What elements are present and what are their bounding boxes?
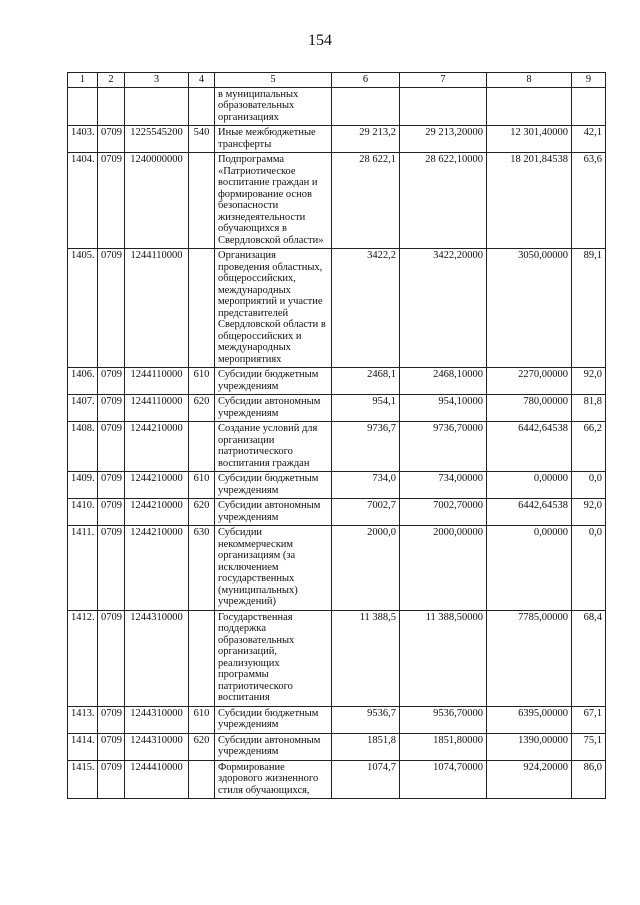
section-code-cell: 0709 — [98, 706, 125, 733]
column-header: 4 — [189, 73, 215, 88]
amount-col6-cell: 9536,7 — [332, 706, 400, 733]
amount-col8-cell: 6442,64538 — [487, 422, 572, 472]
item-name-cell: Субсидии бюджетным учреждениям — [215, 472, 332, 499]
amount-col7-cell: 11 388,50000 — [400, 610, 487, 706]
row-number-cell: 1409. — [68, 472, 98, 499]
table-row — [68, 153, 606, 249]
section-code-cell: 0709 — [98, 472, 125, 499]
target-article-code-cell: 1244310000 — [125, 706, 189, 733]
column-header: 5 — [215, 73, 332, 88]
item-name-cell: в муниципальных образовательных организациях — [215, 87, 332, 126]
table-row — [68, 526, 606, 611]
amount-col6-cell: 1074,7 — [332, 760, 400, 799]
section-code-cell: 0709 — [98, 368, 125, 395]
item-name-cell: Иные межбюджетные трансферты — [215, 126, 332, 153]
table-row — [68, 733, 606, 760]
row-number-cell: 1405. — [68, 249, 98, 368]
amount-col8-cell: 924,20000 — [487, 760, 572, 799]
table-row — [68, 126, 606, 153]
row-number-cell: 1408. — [68, 422, 98, 472]
expense-type-code-cell: 620 — [189, 733, 215, 760]
amount-col8-cell: 7785,00000 — [487, 610, 572, 706]
amount-col7-cell: 734,00000 — [400, 472, 487, 499]
item-name-cell: Субсидии некоммерческим организациям (за исключением государственных (муниципальных) учреждений) — [215, 526, 332, 611]
table-row — [68, 249, 606, 368]
column-header: 9 — [572, 73, 606, 88]
header-row — [68, 73, 606, 88]
target-article-code-cell: 1244110000 — [125, 368, 189, 395]
amount-col8-cell: 2270,00000 — [487, 368, 572, 395]
table-body — [68, 87, 606, 799]
amount-col7-cell — [400, 87, 487, 126]
table-row — [68, 760, 606, 799]
target-article-code-cell — [125, 87, 189, 126]
amount-col7-cell: 2468,10000 — [400, 368, 487, 395]
expense-type-code-cell — [189, 422, 215, 472]
column-header: 1 — [68, 73, 98, 88]
target-article-code-cell: 1244310000 — [125, 610, 189, 706]
row-number-cell: 1404. — [68, 153, 98, 249]
amount-col7-cell: 9736,70000 — [400, 422, 487, 472]
amount-col6-cell: 11 388,5 — [332, 610, 400, 706]
row-number-cell: 1414. — [68, 733, 98, 760]
target-article-code-cell: 1244310000 — [125, 733, 189, 760]
percent-executed-cell: 67,1 — [572, 706, 606, 733]
amount-col8-cell: 3050,00000 — [487, 249, 572, 368]
row-number-cell: 1412. — [68, 610, 98, 706]
percent-executed-cell: 66,2 — [572, 422, 606, 472]
item-name-cell: Субсидии автономным учреждениям — [215, 499, 332, 526]
section-code-cell: 0709 — [98, 126, 125, 153]
column-header: 7 — [400, 73, 487, 88]
percent-executed-cell: 86,0 — [572, 760, 606, 799]
item-name-cell: Субсидии автономным учреждениям — [215, 395, 332, 422]
percent-executed-cell: 81,8 — [572, 395, 606, 422]
target-article-code-cell: 1244210000 — [125, 472, 189, 499]
column-header: 6 — [332, 73, 400, 88]
section-code-cell: 0709 — [98, 499, 125, 526]
expense-type-code-cell: 630 — [189, 526, 215, 611]
amount-col7-cell: 2000,00000 — [400, 526, 487, 611]
row-number-cell: 1411. — [68, 526, 98, 611]
column-header: 2 — [98, 73, 125, 88]
row-number-cell: 1413. — [68, 706, 98, 733]
table-row — [68, 422, 606, 472]
amount-col6-cell: 7002,7 — [332, 499, 400, 526]
expense-type-code-cell — [189, 249, 215, 368]
percent-executed-cell: 0,0 — [572, 472, 606, 499]
expense-type-code-cell: 610 — [189, 368, 215, 395]
target-article-code-cell: 1225545200 — [125, 126, 189, 153]
percent-executed-cell: 92,0 — [572, 499, 606, 526]
amount-col6-cell: 2000,0 — [332, 526, 400, 611]
table-row — [68, 368, 606, 395]
item-name-cell: Субсидии бюджетным учреждениям — [215, 368, 332, 395]
percent-executed-cell: 89,1 — [572, 249, 606, 368]
amount-col6-cell — [332, 87, 400, 126]
item-name-cell: Субсидии автономным учреждениям — [215, 733, 332, 760]
amount-col7-cell: 954,10000 — [400, 395, 487, 422]
percent-executed-cell: 75,1 — [572, 733, 606, 760]
table-row — [68, 499, 606, 526]
table-row — [68, 610, 606, 706]
percent-executed-cell: 0,0 — [572, 526, 606, 611]
row-number-cell — [68, 87, 98, 126]
expense-type-code-cell — [189, 760, 215, 799]
section-code-cell: 0709 — [98, 733, 125, 760]
target-article-code-cell: 1240000000 — [125, 153, 189, 249]
target-article-code-cell: 1244210000 — [125, 422, 189, 472]
amount-col6-cell: 29 213,2 — [332, 126, 400, 153]
expense-type-code-cell: 620 — [189, 499, 215, 526]
item-name-cell: Подпрограмма «Патриотическое воспитание граждан и формирование основ безопасности жизнедеятельности обучающихся в Свердловской области» — [215, 153, 332, 249]
section-code-cell: 0709 — [98, 610, 125, 706]
table-row — [68, 87, 606, 126]
amount-col6-cell: 954,1 — [332, 395, 400, 422]
target-article-code-cell: 1244110000 — [125, 249, 189, 368]
amount-col8-cell: 780,00000 — [487, 395, 572, 422]
item-name-cell: Организация проведения областных, общероссийских, международных мероприятий и участие представителей Свердловской области в общероссийских и международных мероприятиях — [215, 249, 332, 368]
amount-col6-cell: 2468,1 — [332, 368, 400, 395]
amount-col6-cell: 1851,8 — [332, 733, 400, 760]
amount-col7-cell: 28 622,10000 — [400, 153, 487, 249]
section-code-cell: 0709 — [98, 760, 125, 799]
amount-col8-cell: 6395,00000 — [487, 706, 572, 733]
table-row — [68, 706, 606, 733]
item-name-cell: Государственная поддержка образовательных организаций, реализующих программы патриотического воспитания — [215, 610, 332, 706]
expense-type-code-cell: 610 — [189, 706, 215, 733]
percent-executed-cell — [572, 87, 606, 126]
amount-col6-cell: 28 622,1 — [332, 153, 400, 249]
percent-executed-cell: 92,0 — [572, 368, 606, 395]
section-code-cell: 0709 — [98, 422, 125, 472]
amount-col6-cell: 9736,7 — [332, 422, 400, 472]
amount-col7-cell: 7002,70000 — [400, 499, 487, 526]
row-number-cell: 1406. — [68, 368, 98, 395]
page-number: 154 — [308, 32, 332, 49]
section-code-cell: 0709 — [98, 249, 125, 368]
target-article-code-cell: 1244410000 — [125, 760, 189, 799]
expense-type-code-cell — [189, 153, 215, 249]
budget-table — [67, 72, 606, 799]
item-name-cell: Формирование здорового жизненного стиля обучающихся, — [215, 760, 332, 799]
column-header: 8 — [487, 73, 572, 88]
amount-col7-cell: 3422,20000 — [400, 249, 487, 368]
column-header: 3 — [125, 73, 189, 88]
section-code-cell: 0709 — [98, 526, 125, 611]
amount-col7-cell: 29 213,20000 — [400, 126, 487, 153]
row-number-cell: 1410. — [68, 499, 98, 526]
amount-col8-cell: 0,00000 — [487, 526, 572, 611]
expense-type-code-cell: 610 — [189, 472, 215, 499]
amount-col6-cell: 3422,2 — [332, 249, 400, 368]
item-name-cell: Создание условий для организации патриотического воспитания граждан — [215, 422, 332, 472]
amount-col8-cell: 18 201,84538 — [487, 153, 572, 249]
amount-col8-cell: 12 301,40000 — [487, 126, 572, 153]
amount-col7-cell: 1074,70000 — [400, 760, 487, 799]
amount-col8-cell: 6442,64538 — [487, 499, 572, 526]
item-name-cell: Субсидии бюджетным учреждениям — [215, 706, 332, 733]
section-code-cell: 0709 — [98, 395, 125, 422]
amount-col8-cell — [487, 87, 572, 126]
section-code-cell: 0709 — [98, 153, 125, 249]
percent-executed-cell: 68,4 — [572, 610, 606, 706]
row-number-cell: 1415. — [68, 760, 98, 799]
section-code-cell — [98, 87, 125, 126]
amount-col7-cell: 9536,70000 — [400, 706, 487, 733]
target-article-code-cell: 1244110000 — [125, 395, 189, 422]
target-article-code-cell: 1244210000 — [125, 499, 189, 526]
expense-type-code-cell — [189, 610, 215, 706]
percent-executed-cell: 63,6 — [572, 153, 606, 249]
amount-col7-cell: 1851,80000 — [400, 733, 487, 760]
expense-type-code-cell — [189, 87, 215, 126]
percent-executed-cell: 42,1 — [572, 126, 606, 153]
row-number-cell: 1403. — [68, 126, 98, 153]
table-row — [68, 472, 606, 499]
amount-col8-cell: 0,00000 — [487, 472, 572, 499]
amount-col6-cell: 734,0 — [332, 472, 400, 499]
target-article-code-cell: 1244210000 — [125, 526, 189, 611]
row-number-cell: 1407. — [68, 395, 98, 422]
expense-type-code-cell: 620 — [189, 395, 215, 422]
expense-type-code-cell: 540 — [189, 126, 215, 153]
amount-col8-cell: 1390,00000 — [487, 733, 572, 760]
table-row — [68, 395, 606, 422]
